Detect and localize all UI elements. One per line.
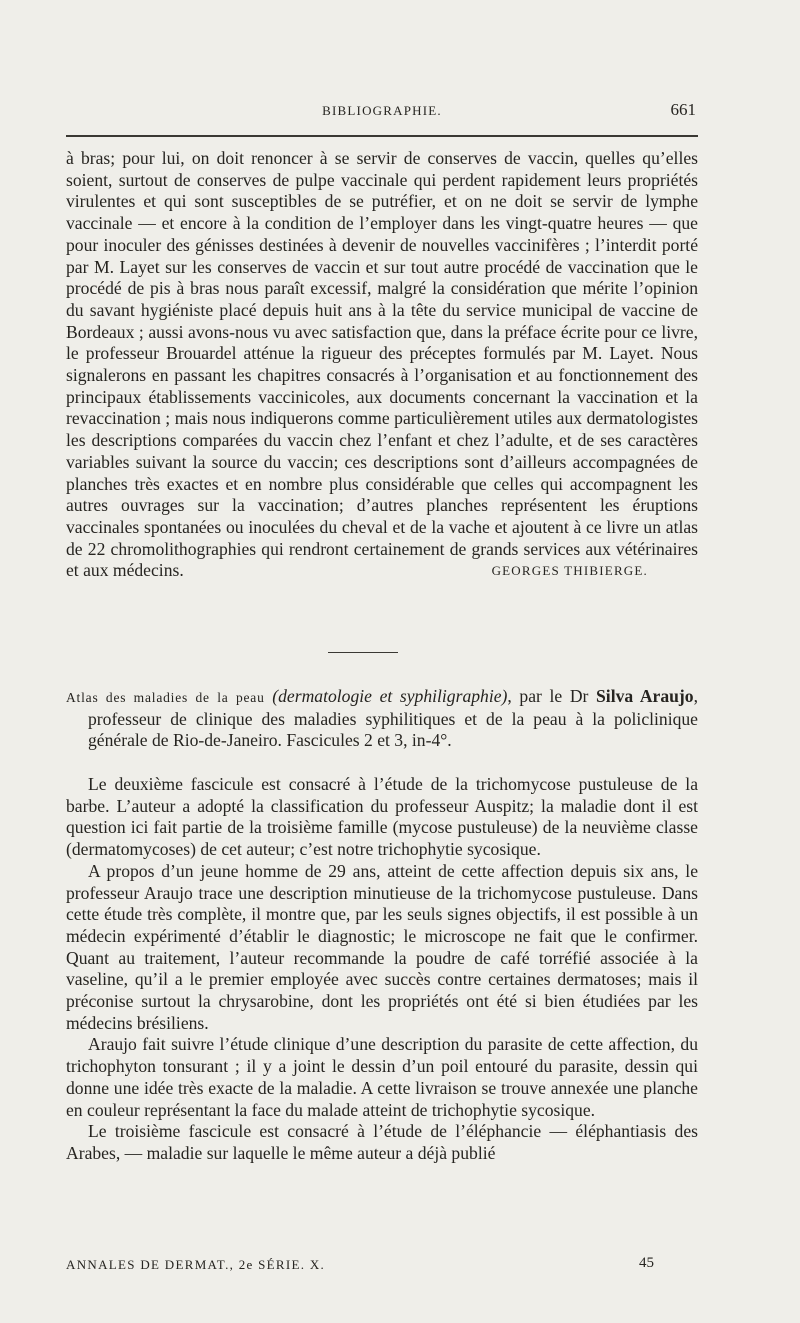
author-title: Dr bbox=[569, 686, 589, 706]
review-paragraph: Araujo fait suivre l’étude clinique d’une description du parasite de cette affection, du trichophyton tonsurant ; il y a joint le dessin d’un poil entouré du parasite, dessin qui donne une idée très exacte de la maladie. A cette livraison se trouve annexée une planche en couleur représentant la face du malade atteint de trichophytie sycosique. bbox=[66, 1034, 698, 1120]
author-details: , professeur de clinique des maladies syphilitiques et de la peau à la policlinique générale de Rio-de-Janeiro. Fascicules 2 et 3, in-4°. bbox=[88, 686, 698, 751]
book-title: Atlas des maladies de la peau bbox=[66, 690, 265, 705]
book-entry-heading bbox=[66, 686, 698, 752]
running-head bbox=[66, 100, 698, 125]
review-paragraph: A propos d’un jeune homme de 29 ans, atteint de cette affection depuis six ans, le professeur Araujo trace une description minutieuse de la trichomycose pustuleuse. Dans cette étude très complète, il montre que, par les seuls signes objectifs, il est possible à un médecin expérimenté d’établir le diagnostic; le microscope ne fait que le confirmer. Quant au traitement, l’auteur recommande la poudre de café torréfié associée à la vaseline, qu’il a le premier employée avec succès contre certaines dermatoses; mais il préconise surtout la chrysarobine, dont les propriétés ont été si bien étudiées par les médecins brésiliens. bbox=[66, 860, 698, 1033]
page-footer bbox=[66, 1257, 698, 1277]
author-name: Silva Araujo bbox=[588, 686, 694, 706]
entry-heading-block bbox=[66, 686, 698, 752]
book-subtitle: (dermatologie et syphiligraphie) bbox=[272, 686, 508, 706]
review-continuation bbox=[66, 148, 698, 582]
page-number: 661 bbox=[670, 100, 696, 119]
running-title: BIBLIOGRAPHIE. bbox=[322, 103, 442, 118]
review-body: à bras; pour lui, on doit renoncer à se servir de conserves de vaccin, quelles qu’elles soient, surtout de conserves de pulpe vaccinale qui perdent rapidement leurs propriétés virulentes et qui sont susceptibles de se putréfier, et on ne doit se servir de lymphe vaccinale — et encore à la condition de l’employer dans les vingt-quatre heures — que pour inoculer des génisses destinées à devenir de nouvelles vaccinifères ; l’interdit porté par M. Layet sur les conserves de vaccin et sur tout autre procédé de vaccination que le procédé de pis à bras nous paraît excessif, malgré la considération que mérite l’opinion du savant hygiéniste placé depuis huit ans à la tête du service municipal de vaccine de Bordeaux ; aussi avons-nous vu avec satisfaction que, dans la préface écrite pour ce livre, le professeur Brouardel atténue la rigueur des préceptes formulés par M. Layet. Nous signalerons en passant les chapitres consacrés à l’organisation et au fonctionnement des principaux établissements vaccinicoles, aux documents concernant la vaccination et la revaccination ; mais nous indiquerons comme particulièrement utiles aux dermatologistes les descriptions comparées du vaccin chez l’enfant et chez l’adulte, et de ses caractères variables suivant la source du vaccin; ces descriptions sont d’ailleurs accompagnées de planches très exactes et en nombre plus considérable que celles qui accompagnent les autres ouvrages sur la vaccination; d’autres planches représentent les éruptions vaccinales spontanées ou inoculées du cheval et de la vache et ajoutent à ce livre un atlas de 22 chromolithographies qui rendront certainement de grands services aux vétérinaires et aux médecins. bbox=[66, 148, 698, 581]
signature-mark: 45 bbox=[639, 1255, 654, 1271]
header-rule bbox=[66, 135, 698, 137]
review-paragraph: Le deuxième fascicule est consacré à l’étude de la trichomycose pustuleuse de la barbe. L’auteur a adopté la classification du professeur Auspitz; la maladie dont il est question ici fait partie de la troisième famille (mycose pustuleuse) de la neuvième classe (dermatomycoses) de cet auteur; c’est notre trichophytie sycosique. bbox=[66, 774, 698, 860]
section-separator bbox=[328, 652, 398, 653]
journal-footer: ANNALES DE DERMAT., 2e SÉRIE. X. bbox=[66, 1257, 326, 1272]
reviewer-signature: GEORGES THIBIERGE. bbox=[491, 563, 648, 579]
review-body-2 bbox=[66, 774, 698, 1165]
heading-by: , par le bbox=[507, 686, 570, 706]
review-paragraph: Le troisième fascicule est consacré à l’étude de l’éléphancie — éléphantiasis des Arabes, — maladie sur laquelle le même auteur a déjà publié bbox=[66, 1121, 698, 1163]
